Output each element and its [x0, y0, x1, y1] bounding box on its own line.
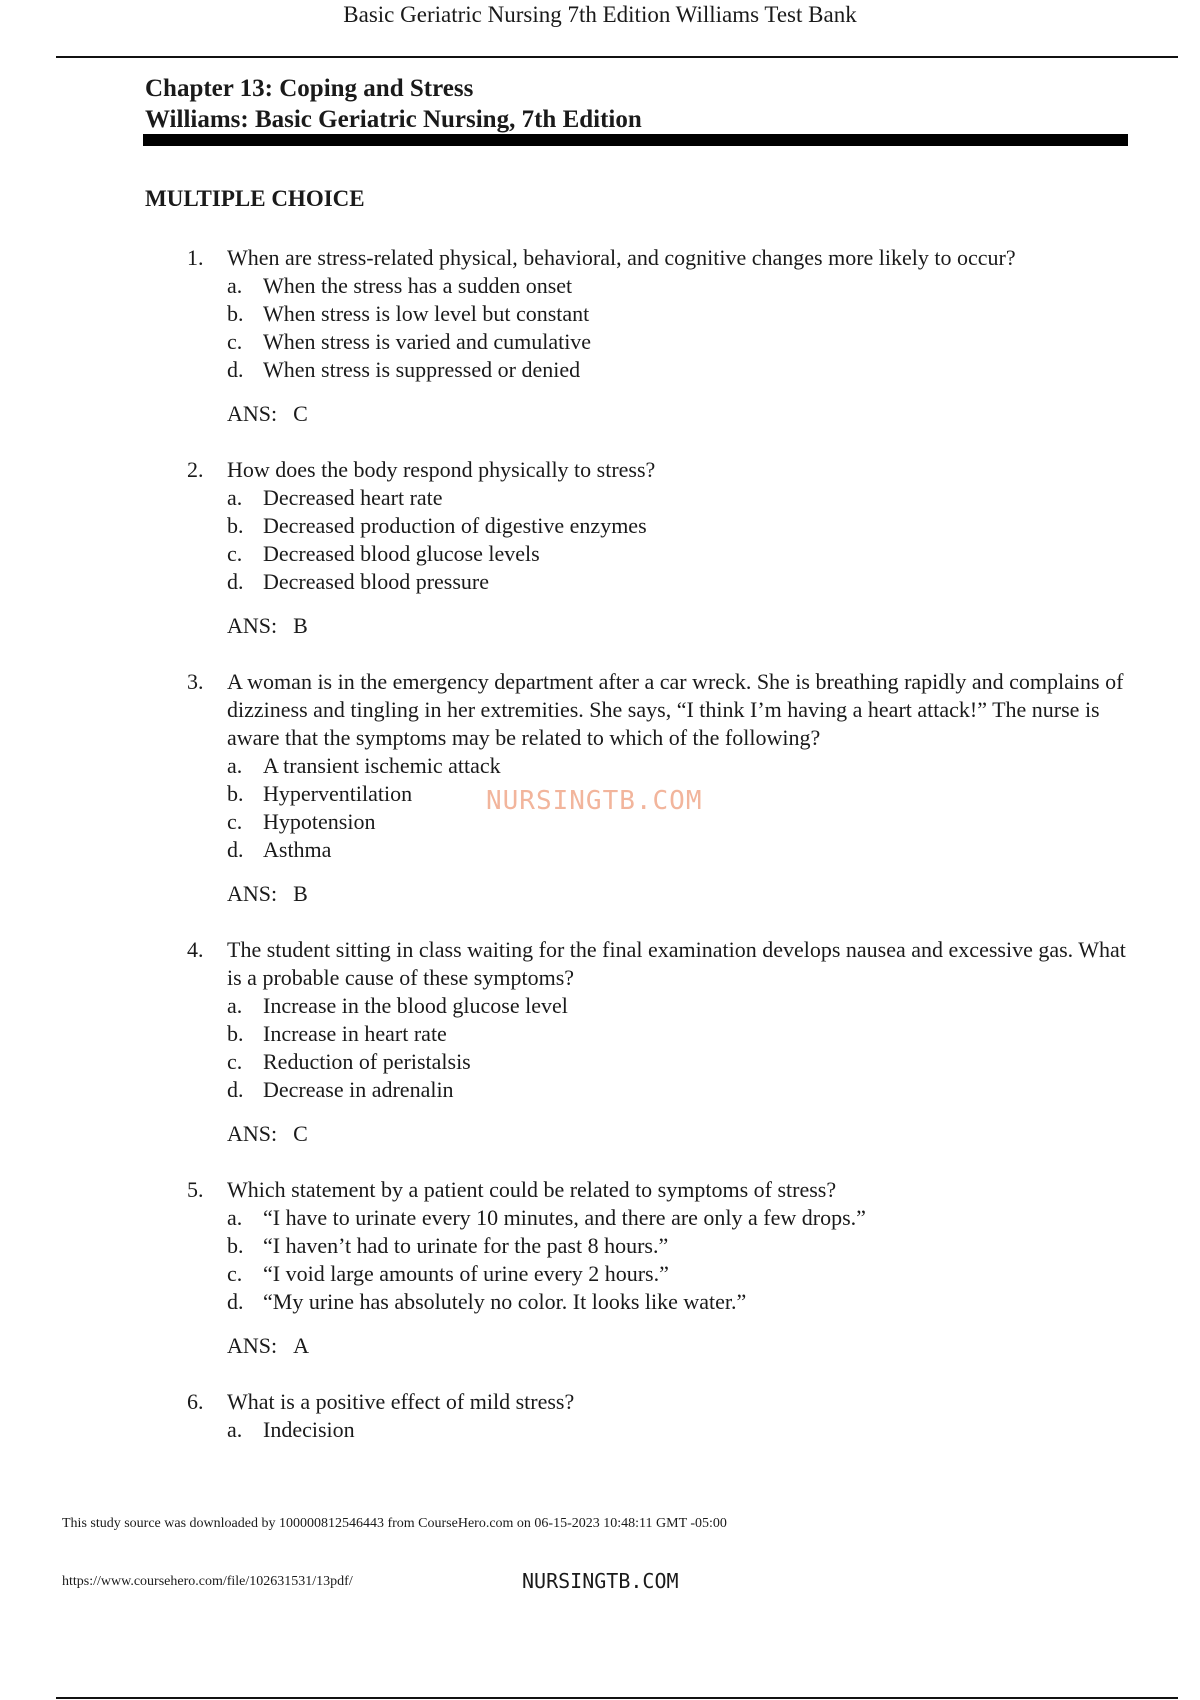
- question-stem: [187, 668, 1127, 752]
- option-text: Decreased heart rate: [263, 485, 443, 510]
- chapter-heading: [145, 73, 642, 135]
- question-number: 1.: [187, 245, 204, 270]
- download-source-note: This study source was downloaded by 100000812546443 from CourseHero.com on 06-15-2023 10:48:11 GMT -05:00: [62, 1516, 727, 1531]
- option-letter: b.: [227, 301, 244, 326]
- option-letter: c.: [227, 541, 243, 566]
- question-text: How does the body respond physically to stress?: [227, 457, 656, 482]
- option-text: Asthma: [263, 837, 332, 862]
- question-number: 6.: [187, 1389, 204, 1414]
- chapter-subtitle: Williams: Basic Geriatric Nursing, 7th Edition: [145, 106, 642, 133]
- option-letter: a.: [227, 1205, 243, 1230]
- answer-option: [227, 1048, 1127, 1076]
- answer-option: [227, 1020, 1127, 1048]
- option-letter: a.: [227, 273, 243, 298]
- option-text: “I void large amounts of urine every 2 hours.”: [263, 1261, 669, 1286]
- answer-option: [227, 272, 1127, 300]
- question-item: [187, 456, 1127, 640]
- option-list: [227, 992, 1127, 1104]
- question-item: [187, 244, 1127, 428]
- answer-option: [227, 1288, 1127, 1316]
- bottom-divider: [56, 1697, 1178, 1699]
- answer-label: ANS:: [227, 1333, 278, 1358]
- answer-key: [227, 400, 1127, 428]
- option-text: Increase in the blood glucose level: [263, 993, 568, 1018]
- answer-label: ANS:: [227, 881, 278, 906]
- option-text: A transient ischemic attack: [263, 753, 501, 778]
- option-letter: d.: [227, 569, 244, 594]
- option-text: “I haven’t had to urinate for the past 8 hours.”: [263, 1233, 669, 1258]
- option-letter: b.: [227, 781, 244, 806]
- question-stem: [187, 244, 1127, 272]
- option-letter: d.: [227, 1289, 244, 1314]
- section-heading: MULTIPLE CHOICE: [145, 186, 365, 211]
- option-letter: b.: [227, 513, 244, 538]
- option-letter: b.: [227, 1021, 244, 1046]
- question-stem: [187, 936, 1127, 992]
- answer-key: [227, 880, 1127, 908]
- question-item: [187, 1388, 1127, 1444]
- answer-option: [227, 568, 1127, 596]
- footer-brand: NURSINGTB.COM: [522, 1569, 679, 1593]
- option-letter: a.: [227, 485, 243, 510]
- option-text: Decrease in adrenalin: [263, 1077, 454, 1102]
- answer-key: [227, 612, 1127, 640]
- option-text: Reduction of peristalsis: [263, 1049, 471, 1074]
- question-text: When are stress-related physical, behavioral, and cognitive changes more likely to occur?: [227, 245, 1016, 270]
- option-text: When stress is suppressed or denied: [263, 357, 581, 382]
- question-number: 3.: [187, 669, 204, 694]
- option-letter: b.: [227, 1233, 244, 1258]
- option-text: Hyperventilation: [263, 781, 413, 806]
- answer-value: B: [293, 613, 308, 638]
- answer-value: B: [293, 881, 308, 906]
- option-letter: a.: [227, 753, 243, 778]
- answer-option: [227, 1076, 1127, 1104]
- answer-label: ANS:: [227, 1121, 278, 1146]
- heading-bar: [143, 134, 1128, 146]
- option-text: Increase in heart rate: [263, 1021, 447, 1046]
- answer-option: [227, 512, 1127, 540]
- answer-option: [227, 992, 1127, 1020]
- question-list: [187, 244, 1127, 1472]
- option-letter: c.: [227, 1049, 243, 1074]
- answer-option: [227, 484, 1127, 512]
- answer-option: [227, 540, 1127, 568]
- answer-option: [227, 328, 1127, 356]
- question-text: A woman is in the emergency department after a car wreck. She is breathing rapidly and complains of dizziness and tingling in her extremities. She says, “I think I’m having a heart attack!” The nurse is aware that the symptoms may be related to which of the following?: [227, 669, 1124, 750]
- option-letter: c.: [227, 1261, 243, 1286]
- option-letter: d.: [227, 1077, 244, 1102]
- answer-label: ANS:: [227, 401, 278, 426]
- answer-value: C: [293, 1121, 308, 1146]
- question-item: [187, 936, 1127, 1148]
- answer-option: [227, 300, 1127, 328]
- answer-value: C: [293, 401, 308, 426]
- answer-option: [227, 1232, 1127, 1260]
- answer-label: ANS:: [227, 613, 278, 638]
- answer-option: [227, 752, 1127, 780]
- option-list: [227, 272, 1127, 384]
- question-stem: [187, 1176, 1127, 1204]
- question-text: What is a positive effect of mild stress?: [227, 1389, 575, 1414]
- chapter-title: Chapter 13: Coping and Stress: [145, 75, 474, 102]
- question-number: 4.: [187, 937, 204, 962]
- question-stem: [187, 456, 1127, 484]
- answer-option: [227, 836, 1127, 864]
- option-text: Decreased production of digestive enzymes: [263, 513, 647, 538]
- answer-key: [227, 1120, 1127, 1148]
- answer-value: A: [293, 1333, 310, 1358]
- top-divider: [56, 56, 1178, 58]
- option-list: [227, 1204, 1127, 1316]
- option-text: Decreased blood pressure: [263, 569, 490, 594]
- option-letter: c.: [227, 329, 243, 354]
- option-text: “I have to urinate every 10 minutes, and there are only a few drops.”: [263, 1205, 866, 1230]
- option-letter: c.: [227, 809, 243, 834]
- answer-option: [227, 1260, 1127, 1288]
- question-number: 5.: [187, 1177, 204, 1202]
- answer-key: [227, 1332, 1127, 1360]
- answer-option: [227, 1204, 1127, 1232]
- option-letter: d.: [227, 357, 244, 382]
- answer-option: [227, 1416, 1127, 1444]
- option-text: Indecision: [263, 1417, 355, 1442]
- option-text: When stress is varied and cumulative: [263, 329, 592, 354]
- option-letter: a.: [227, 1417, 243, 1442]
- option-list: [227, 484, 1127, 596]
- watermark: NURSINGTB.COM: [486, 786, 703, 816]
- question-number: 2.: [187, 457, 204, 482]
- question-text: The student sitting in class waiting for the final examination develops nausea and excessive gas. What is a probable cause of these symptoms?: [227, 937, 1126, 990]
- question-stem: [187, 1388, 1127, 1416]
- question-text: Which statement by a patient could be related to symptoms of stress?: [227, 1177, 837, 1202]
- option-letter: d.: [227, 837, 244, 862]
- option-text: Hypotension: [263, 809, 376, 834]
- question-item: [187, 1176, 1127, 1360]
- option-text: “My urine has absolutely no color. It looks like water.”: [263, 1289, 747, 1314]
- option-list: [227, 1416, 1127, 1444]
- answer-option: [227, 356, 1127, 384]
- page-header: Basic Geriatric Nursing 7th Edition Williams Test Bank: [343, 2, 857, 27]
- option-text: Decreased blood glucose levels: [263, 541, 540, 566]
- option-text: When stress is low level but constant: [263, 301, 590, 326]
- option-text: When the stress has a sudden onset: [263, 273, 573, 298]
- source-url[interactable]: https://www.coursehero.com/file/102631531/13pdf/: [62, 1574, 353, 1589]
- option-letter: a.: [227, 993, 243, 1018]
